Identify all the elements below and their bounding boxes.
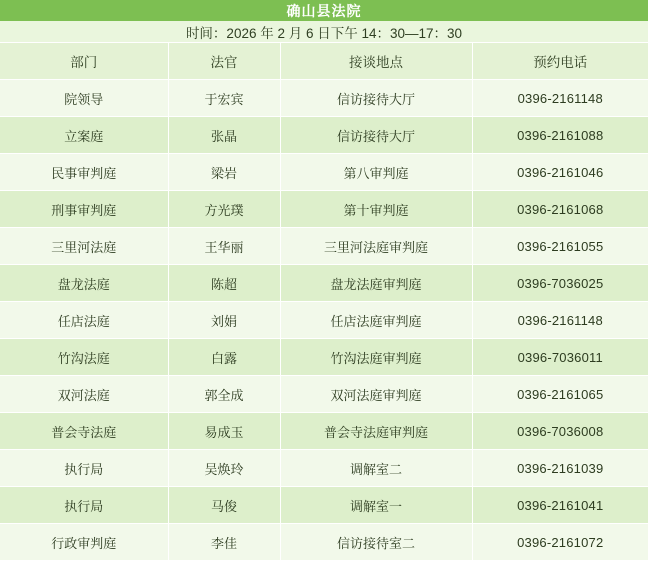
cell-phone: 0396-2161041	[472, 487, 648, 524]
table-row	[0, 154, 648, 191]
column-header-phone: 预约电话	[472, 43, 648, 80]
cell-phone: 0396-2161088	[472, 117, 648, 154]
table-body	[0, 80, 648, 561]
table-row	[0, 450, 648, 487]
cell-phone: 0396-7036025	[472, 265, 648, 302]
cell-phone: 0396-2161055	[472, 228, 648, 265]
cell-phone: 0396-2161148	[472, 302, 648, 339]
cell-phone: 0396-2161046	[472, 154, 648, 191]
cell-judge: 马俊	[168, 487, 280, 524]
column-header-judge: 法官	[168, 43, 280, 80]
cell-judge: 方光璞	[168, 191, 280, 228]
cell-judge: 易成玉	[168, 413, 280, 450]
cell-judge: 陈超	[168, 265, 280, 302]
cell-judge: 梁岩	[168, 154, 280, 191]
cell-judge: 白露	[168, 339, 280, 376]
cell-judge: 刘娟	[168, 302, 280, 339]
cell-location: 信访接待大厅	[280, 117, 472, 154]
table-header-row	[0, 43, 648, 80]
cell-department: 执行局	[0, 450, 168, 487]
cell-location: 任店法庭审判庭	[280, 302, 472, 339]
table-row	[0, 265, 648, 302]
column-header-department: 部门	[0, 43, 168, 80]
cell-department: 竹沟法庭	[0, 339, 168, 376]
cell-location: 信访接待大厅	[280, 80, 472, 117]
cell-department: 任店法庭	[0, 302, 168, 339]
cell-phone: 0396-2161065	[472, 376, 648, 413]
table-row	[0, 524, 648, 561]
cell-phone: 0396-2161148	[472, 80, 648, 117]
cell-department: 民事审判庭	[0, 154, 168, 191]
cell-judge: 王华丽	[168, 228, 280, 265]
cell-location: 普会寺法庭审判庭	[280, 413, 472, 450]
table-row	[0, 228, 648, 265]
cell-location: 信访接待室二	[280, 524, 472, 561]
table-row	[0, 302, 648, 339]
column-header-location: 接谈地点	[280, 43, 472, 80]
table-row	[0, 117, 648, 154]
cell-department: 双河法庭	[0, 376, 168, 413]
cell-phone: 0396-7036008	[472, 413, 648, 450]
cell-department: 盘龙法庭	[0, 265, 168, 302]
cell-phone: 0396-2161072	[472, 524, 648, 561]
cell-judge: 于宏宾	[168, 80, 280, 117]
cell-department: 刑事审判庭	[0, 191, 168, 228]
cell-phone: 0396-2161039	[472, 450, 648, 487]
cell-location: 第八审判庭	[280, 154, 472, 191]
table-header	[0, 43, 648, 80]
cell-phone: 0396-2161068	[472, 191, 648, 228]
cell-location: 竹沟法庭审判庭	[280, 339, 472, 376]
duty-schedule-table	[0, 43, 648, 561]
cell-location: 第十审判庭	[280, 191, 472, 228]
cell-department: 院领导	[0, 80, 168, 117]
table-row	[0, 80, 648, 117]
table-row	[0, 413, 648, 450]
table-row	[0, 487, 648, 524]
cell-department: 三里河法庭	[0, 228, 168, 265]
cell-location: 调解室一	[280, 487, 472, 524]
cell-department: 立案庭	[0, 117, 168, 154]
cell-location: 调解室二	[280, 450, 472, 487]
cell-judge: 张晶	[168, 117, 280, 154]
page-title: 确山县法院	[0, 0, 648, 21]
cell-judge: 李佳	[168, 524, 280, 561]
cell-location: 盘龙法庭审判庭	[280, 265, 472, 302]
table-row	[0, 191, 648, 228]
cell-phone: 0396-7036011	[472, 339, 648, 376]
schedule-time-label: 时间：2026 年 2 月 6 日下午 14：30—17：30	[0, 21, 648, 43]
cell-department: 执行局	[0, 487, 168, 524]
cell-judge: 郭全成	[168, 376, 280, 413]
table-row	[0, 339, 648, 376]
cell-judge: 吴焕玲	[168, 450, 280, 487]
cell-location: 三里河法庭审判庭	[280, 228, 472, 265]
cell-department: 行政审判庭	[0, 524, 168, 561]
cell-location: 双河法庭审判庭	[280, 376, 472, 413]
table-row	[0, 376, 648, 413]
cell-department: 普会寺法庭	[0, 413, 168, 450]
